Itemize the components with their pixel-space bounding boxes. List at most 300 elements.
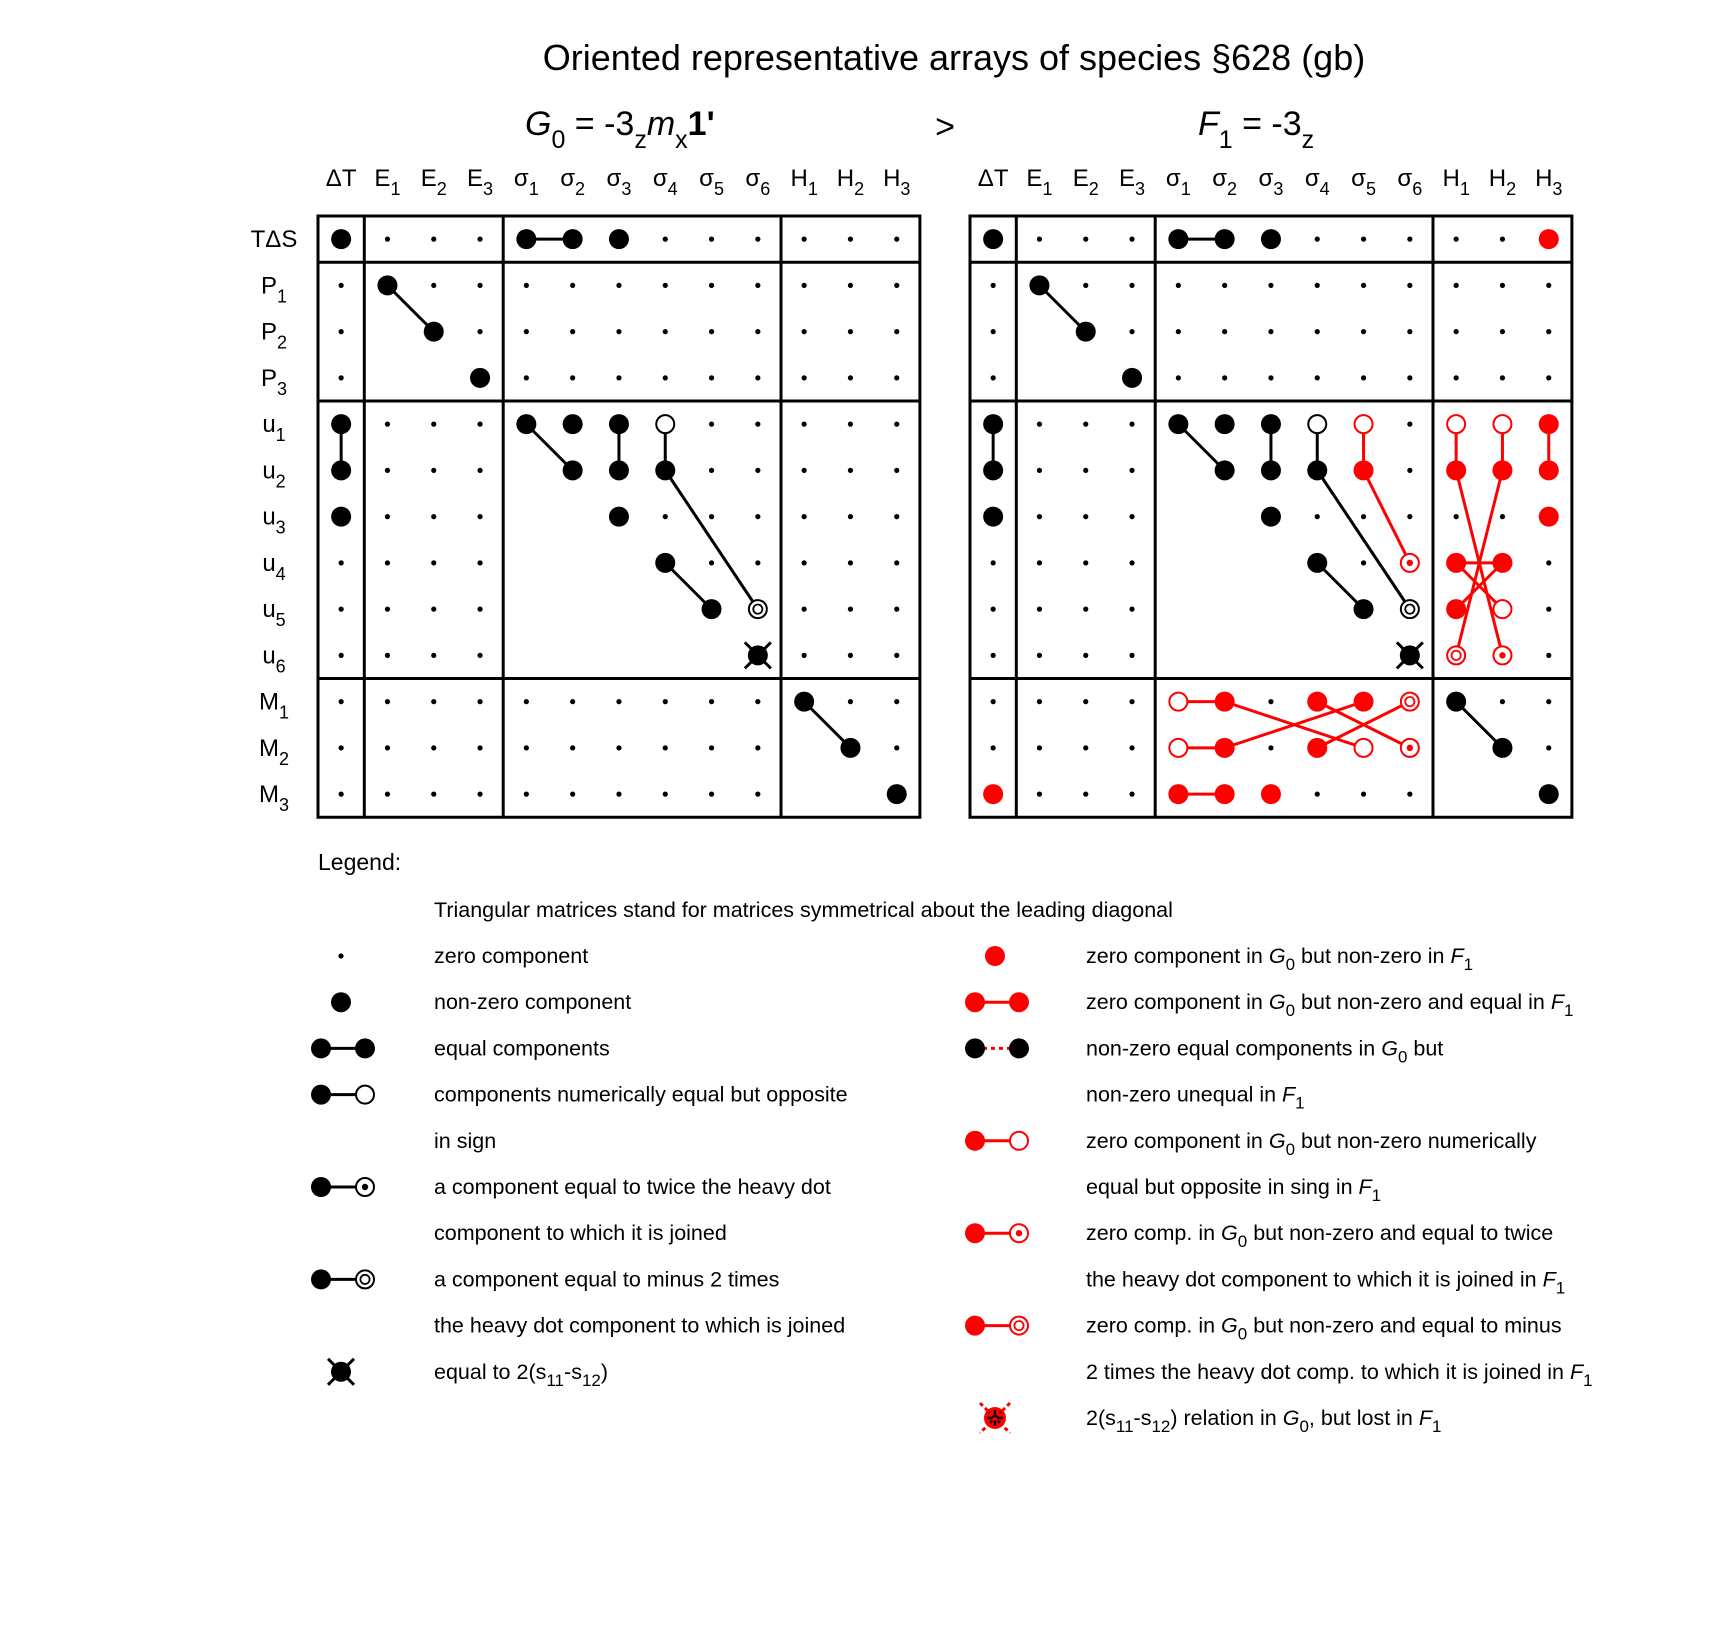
zero-component-dot [570, 283, 575, 288]
zero-component-dot [1037, 468, 1042, 473]
zero-component-dot [477, 745, 482, 750]
zero-component-dot [848, 468, 853, 473]
zero-component-dot [755, 237, 760, 242]
zero-component-dot [991, 699, 996, 704]
zero-component-dot [1037, 514, 1042, 519]
non-zero-component-mark [985, 946, 1005, 966]
zero-component-dot [894, 422, 899, 427]
non-zero-component-mark [331, 507, 351, 527]
zero-component-dot [894, 653, 899, 658]
non-zero-component-mark [311, 1269, 331, 1289]
zero-component-dot [802, 422, 807, 427]
zero-component-dot [339, 375, 344, 380]
non-zero-component-mark [1168, 229, 1188, 249]
non-zero-component-mark [1168, 784, 1188, 804]
zero-component-dot [616, 375, 621, 380]
zero-component-dot [663, 514, 668, 519]
zero-component-dot [477, 653, 482, 658]
legend-right-column [965, 944, 1593, 1436]
row-header-11: $M_1$ [258, 688, 290, 723]
zero-component-dot [1037, 237, 1042, 242]
zero-component-dot [570, 699, 575, 704]
zero-component-dot [1361, 514, 1366, 519]
non-zero-component-mark [311, 1085, 331, 1105]
zero-component-dot [1129, 699, 1134, 704]
minus-twice-mark-inner [1405, 605, 1414, 614]
non-zero-component-mark [1261, 460, 1281, 480]
legend-heading: Legend: [318, 849, 402, 875]
zero-component-dot [1454, 237, 1459, 242]
zero-component-dot [431, 422, 436, 427]
zero-component-dot [431, 468, 436, 473]
legend-label: equal components [434, 1036, 610, 1061]
column-header-4: $E_3$ [1119, 165, 1146, 200]
minus-twice-mark-inner [1014, 1321, 1023, 1330]
zero-component-dot [894, 329, 899, 334]
zero-component-dot [1268, 329, 1273, 334]
zero-component-dot [1083, 560, 1088, 565]
opposite-sign-mark [1447, 415, 1465, 433]
non-zero-component-mark [1261, 229, 1281, 249]
column-header-9: $\sigma_5$ [1351, 165, 1376, 200]
right-group-symbol [1198, 105, 1314, 154]
zero-component-dot [431, 283, 436, 288]
legend-label: zero component in $G_0$ but non-zero numerically [1086, 1128, 1537, 1159]
zero-component-dot [663, 792, 668, 797]
zero-component-dot [1315, 514, 1320, 519]
non-zero-component-mark [516, 414, 536, 434]
zero-component-dot [524, 699, 529, 704]
zero-component-dot [848, 237, 853, 242]
zero-component-dot [1129, 653, 1134, 658]
zero-component-dot [477, 514, 482, 519]
zero-component-dot [570, 375, 575, 380]
zero-component-dot [477, 560, 482, 565]
zero-component-dot [477, 468, 482, 473]
zero-component-dot [663, 329, 668, 334]
non-zero-component-mark [983, 460, 1003, 480]
non-zero-component-mark [1261, 784, 1281, 804]
zero-component-dot [1546, 607, 1551, 612]
minus-twice-mark-inner [1405, 697, 1414, 706]
non-zero-component-mark [1307, 553, 1327, 573]
zero-component-dot [1176, 375, 1181, 380]
zero-component-dot [339, 745, 344, 750]
zero-component-dot [385, 514, 390, 519]
non-zero-component-mark [655, 553, 675, 573]
non-zero-component-mark [1122, 368, 1142, 388]
zero-component-dot [894, 607, 899, 612]
zero-component-dot [339, 699, 344, 704]
non-zero-component-mark [1215, 692, 1235, 712]
legend-label: the heavy dot component to which is joined [434, 1313, 846, 1338]
zero-component-dot [1500, 699, 1505, 704]
non-zero-component-mark [1492, 460, 1512, 480]
relation-link [1317, 470, 1410, 609]
zero-component-dot [339, 283, 344, 288]
non-zero-component-mark [563, 229, 583, 249]
zero-component-dot [1037, 560, 1042, 565]
column-header-1: ΔT [977, 165, 1009, 192]
zero-component-dot [385, 560, 390, 565]
zero-component-dot [802, 560, 807, 565]
zero-component-dot [991, 560, 996, 565]
comparator-sign: > [935, 108, 955, 146]
zero-component-dot [991, 375, 996, 380]
zero-component-dot [385, 745, 390, 750]
legend-label: a component equal to minus 2 times [434, 1267, 780, 1292]
non-zero-component-mark [311, 1177, 331, 1197]
opposite-sign-mark [1355, 739, 1373, 757]
non-zero-component-mark [1307, 738, 1327, 758]
non-zero-component-mark [1009, 1038, 1029, 1058]
zero-component-dot [1407, 514, 1412, 519]
zero-component-dot [848, 514, 853, 519]
zero-component-dot [1129, 329, 1134, 334]
zero-component-dot [1500, 375, 1505, 380]
non-zero-component-mark [1446, 692, 1466, 712]
zero-component-dot [1222, 283, 1227, 288]
column-header-6: $\sigma_2$ [560, 165, 586, 200]
row-header-8: $u_4$ [262, 549, 286, 584]
non-zero-component-mark [609, 229, 629, 249]
zero-component-dot [1361, 560, 1366, 565]
zero-component-dot [1129, 792, 1134, 797]
legend-note: Triangular matrices stand for matrices symmetrical about the leading diagonal [434, 898, 1173, 922]
column-header-10: $\sigma_6$ [1397, 165, 1423, 200]
zero-component-dot [477, 607, 482, 612]
row-header-12: $M_2$ [258, 734, 290, 769]
twice-mark-center [1407, 560, 1413, 566]
zero-component-dot [709, 375, 714, 380]
zero-component-dot [524, 375, 529, 380]
zero-component-dot [894, 283, 899, 288]
zero-component-dot [1083, 514, 1088, 519]
zero-component-dot [848, 699, 853, 704]
non-zero-component-mark [1539, 784, 1559, 804]
zero-component-dot [848, 329, 853, 334]
column-header-12: $H_2$ [836, 165, 865, 200]
legend-label: non-zero unequal in $F_1$ [1086, 1082, 1305, 1113]
opposite-sign-mark [356, 1086, 374, 1104]
zero-component-dot [894, 699, 899, 704]
zero-component-dot [1222, 329, 1227, 334]
column-header-2: $E_1$ [374, 165, 401, 200]
legend-label: zero comp. in $G_0$ but non-zero and equal to minus [1086, 1313, 1562, 1344]
opposite-sign-mark [1355, 415, 1373, 433]
row-header-3: $P_2$ [260, 318, 288, 353]
legend-label: components numerically equal but opposite [434, 1082, 848, 1107]
zero-component-dot [385, 607, 390, 612]
zero-component-dot [339, 607, 344, 612]
non-zero-component-mark [1168, 414, 1188, 434]
non-zero-component-mark [1215, 414, 1235, 434]
non-zero-component-mark [1446, 460, 1466, 480]
zero-component-dot [1500, 514, 1505, 519]
zero-component-dot [477, 792, 482, 797]
non-zero-component-mark [355, 1038, 375, 1058]
zero-component-dot [1176, 329, 1181, 334]
zero-component-dot [1037, 653, 1042, 658]
legend-label: the heavy dot component to which it is joined in $F_1$ [1086, 1267, 1566, 1298]
non-zero-component-mark [470, 368, 490, 388]
zero-component-dot [1361, 329, 1366, 334]
zero-component-dot [709, 329, 714, 334]
zero-component-dot [1500, 283, 1505, 288]
zero-component-dot [755, 699, 760, 704]
non-zero-component-mark [1215, 738, 1235, 758]
zero-component-dot [1315, 329, 1320, 334]
zero-component-dot [755, 422, 760, 427]
zero-component-dot [1176, 283, 1181, 288]
zero-component-dot [755, 468, 760, 473]
minus-twice-mark-inner [360, 1275, 369, 1284]
zero-component-dot [1454, 514, 1459, 519]
row-header-7: $u_3$ [262, 503, 286, 538]
column-header-11: $H_1$ [1442, 165, 1470, 200]
twice-mark-center [1407, 745, 1413, 751]
non-zero-component-mark [1354, 599, 1374, 619]
minus-twice-mark-inner [1452, 651, 1461, 660]
legend-label: $2(s_{11}-s_{12})$ relation in $G_0$, but lost in $F_1$ [1086, 1406, 1442, 1436]
row-header-9: $u_5$ [262, 596, 286, 631]
non-zero-component-mark [1215, 460, 1235, 480]
opposite-sign-mark [1308, 415, 1326, 433]
zero-component-dot [802, 607, 807, 612]
zero-component-dot [616, 329, 621, 334]
zero-component-dot [1083, 422, 1088, 427]
zero-component-dot [1407, 792, 1412, 797]
zero-component-dot [1546, 745, 1551, 750]
zero-component-dot [570, 329, 575, 334]
zero-component-dot [339, 792, 344, 797]
zero-component-dot [894, 237, 899, 242]
non-zero-component-mark [311, 1038, 331, 1058]
column-header-5: $\sigma_1$ [1165, 165, 1191, 200]
zero-component-dot [755, 792, 760, 797]
zero-component-dot [1454, 283, 1459, 288]
zero-component-dot [1083, 468, 1088, 473]
zero-component-dot [339, 653, 344, 658]
zero-component-dot [709, 237, 714, 242]
non-zero-component-mark [609, 460, 629, 480]
non-zero-component-mark [1029, 275, 1049, 295]
zero-component-dot [663, 699, 668, 704]
column-header-13: $H_3$ [1535, 165, 1563, 200]
zero-component-dot [339, 329, 344, 334]
zero-component-dot [1407, 237, 1412, 242]
non-zero-component-mark [1307, 460, 1327, 480]
zero-component-dot [755, 375, 760, 380]
non-zero-component-mark [1446, 599, 1466, 619]
zero-component-dot [755, 745, 760, 750]
zero-component-dot [1037, 745, 1042, 750]
opposite-sign-mark [656, 415, 674, 433]
zero-component-dot [802, 283, 807, 288]
non-zero-component-mark [1076, 322, 1096, 342]
non-zero-component-mark [1354, 460, 1374, 480]
zero-component-dot [894, 560, 899, 565]
zero-component-dot [709, 699, 714, 704]
column-header-10: $\sigma_6$ [745, 165, 771, 200]
zero-component-dot [1361, 237, 1366, 242]
column-header-12: $H_2$ [1488, 165, 1517, 200]
non-zero-component-mark [887, 784, 907, 804]
legend-label: component to which it is joined [434, 1221, 727, 1246]
zero-component-dot [431, 607, 436, 612]
zero-component-dot [431, 560, 436, 565]
zero-component-dot [1361, 792, 1366, 797]
non-zero-component-mark [1539, 414, 1559, 434]
non-zero-component-mark [331, 414, 351, 434]
zero-component-dot [1407, 422, 1412, 427]
legend-label: zero component in $G_0$ but non-zero in $F_1$ [1086, 944, 1474, 974]
column-header-5: $\sigma_1$ [513, 165, 539, 200]
column-header-8: $\sigma_4$ [652, 165, 678, 200]
legend-left-column [311, 944, 848, 1390]
zero-component-dot [1315, 375, 1320, 380]
zero-component-dot [894, 514, 899, 519]
zero-component-dot [385, 792, 390, 797]
zero-component-dot [1546, 375, 1551, 380]
zero-component-dot [570, 745, 575, 750]
legend-label: a component equal to twice the heavy dot [434, 1175, 831, 1199]
zero-component-dot [1546, 283, 1551, 288]
non-zero-component-mark [563, 460, 583, 480]
non-zero-component-mark [609, 507, 629, 527]
left-group-symbol [525, 105, 715, 154]
zero-component-dot [1129, 283, 1134, 288]
zero-component-dot [1083, 745, 1088, 750]
non-zero-component-mark [1215, 229, 1235, 249]
row-header-5: $u_1$ [262, 411, 286, 446]
zero-component-dot [477, 329, 482, 334]
legend-label: equal but opposite in sing in $F_1$ [1086, 1175, 1382, 1205]
zero-component-dot [663, 745, 668, 750]
zero-component-dot [755, 514, 760, 519]
row-header-6: $u_2$ [262, 457, 286, 492]
zero-component-dot [477, 422, 482, 427]
non-zero-component-mark [1261, 414, 1281, 434]
non-zero-component-mark [331, 229, 351, 249]
zero-component-dot [802, 375, 807, 380]
zero-component-dot [1407, 375, 1412, 380]
zero-component-dot [524, 329, 529, 334]
non-zero-component-mark [1539, 229, 1559, 249]
non-zero-component-mark [983, 229, 1003, 249]
column-header-11: $H_1$ [790, 165, 818, 200]
zero-component-dot [848, 422, 853, 427]
zero-component-dot [1268, 283, 1273, 288]
non-zero-component-mark [1492, 553, 1512, 573]
non-zero-component-mark [1307, 692, 1327, 712]
zero-component-dot [616, 745, 621, 750]
zero-component-dot [477, 283, 482, 288]
row-header-10: $u_6$ [262, 642, 286, 677]
twice-mark-center [362, 1184, 368, 1190]
zero-component-dot [1454, 329, 1459, 334]
zero-component-dot [1129, 422, 1134, 427]
zero-component-dot [431, 745, 436, 750]
zero-component-dot [991, 607, 996, 612]
zero-component-dot [1361, 283, 1366, 288]
zero-component-dot [848, 607, 853, 612]
zero-component-dot [1083, 283, 1088, 288]
zero-component-dot [1407, 329, 1412, 334]
zero-component-dot [848, 375, 853, 380]
zero-component-dot [1407, 283, 1412, 288]
zero-component-dot [802, 237, 807, 242]
zero-component-dot [1083, 792, 1088, 797]
non-zero-component-mark [655, 460, 675, 480]
zero-component-dot [431, 699, 436, 704]
legend-label: zero comp. in $G_0$ but non-zero and equal to twice [1086, 1221, 1554, 1252]
opposite-sign-mark [1010, 1132, 1028, 1150]
zero-component-dot [385, 653, 390, 658]
zero-component-dot [802, 653, 807, 658]
legend-label: in sign [434, 1128, 497, 1153]
zero-component-dot [709, 745, 714, 750]
zero-component-dot [755, 283, 760, 288]
zero-component-dot [802, 468, 807, 473]
zero-component-dot [1546, 329, 1551, 334]
zero-component-dot [709, 514, 714, 519]
zero-component-dot [1500, 237, 1505, 242]
zero-component-dot [477, 237, 482, 242]
column-header-4: $E_3$ [467, 165, 494, 200]
zero-component-dot [709, 560, 714, 565]
legend-label: zero component in $G_0$ but non-zero and equal in $F_1$ [1086, 990, 1574, 1021]
zero-component-dot [848, 283, 853, 288]
column-header-9: $\sigma_5$ [699, 165, 724, 200]
group-formula: $F_1 = -3_z$ [1198, 105, 1315, 154]
zero-component-dot [616, 699, 621, 704]
column-header-2: $E_1$ [1026, 165, 1053, 200]
non-zero-component-mark [331, 460, 351, 480]
zero-component-dot [1083, 237, 1088, 242]
zero-component-dot [755, 560, 760, 565]
non-zero-component-mark [377, 275, 397, 295]
legend-label: equal to $2(s_{11}-s_{12})$ [434, 1359, 609, 1390]
zero-component-dot [1129, 745, 1134, 750]
zero-component-dot [1361, 375, 1366, 380]
zero-component-dot [431, 237, 436, 242]
legend-label: zero component [434, 944, 589, 968]
zero-component-dot [1129, 468, 1134, 473]
non-zero-component-mark [965, 1316, 985, 1336]
zero-component-dot [1037, 607, 1042, 612]
zero-component-dot [663, 283, 668, 288]
zero-component-dot [991, 653, 996, 658]
column-header-13: $H_3$ [883, 165, 911, 200]
zero-component-dot [663, 375, 668, 380]
non-zero-component-mark [840, 738, 860, 758]
zero-component-dot [755, 329, 760, 334]
zero-component-dot [385, 422, 390, 427]
zero-component-dot [1129, 514, 1134, 519]
zero-component-dot [431, 514, 436, 519]
zero-component-dot [431, 792, 436, 797]
column-header-3: $E_2$ [420, 165, 447, 200]
zero-component-dot [570, 792, 575, 797]
legend-label: 2 times the heavy dot comp. to which it is joined in $F_1$ [1086, 1359, 1593, 1390]
zero-component-dot [524, 745, 529, 750]
zero-component-dot [1454, 375, 1459, 380]
zero-component-dot [385, 237, 390, 242]
opposite-sign-mark [1169, 693, 1187, 711]
non-zero-component-mark [331, 992, 351, 1012]
zero-component-dot [1500, 329, 1505, 334]
